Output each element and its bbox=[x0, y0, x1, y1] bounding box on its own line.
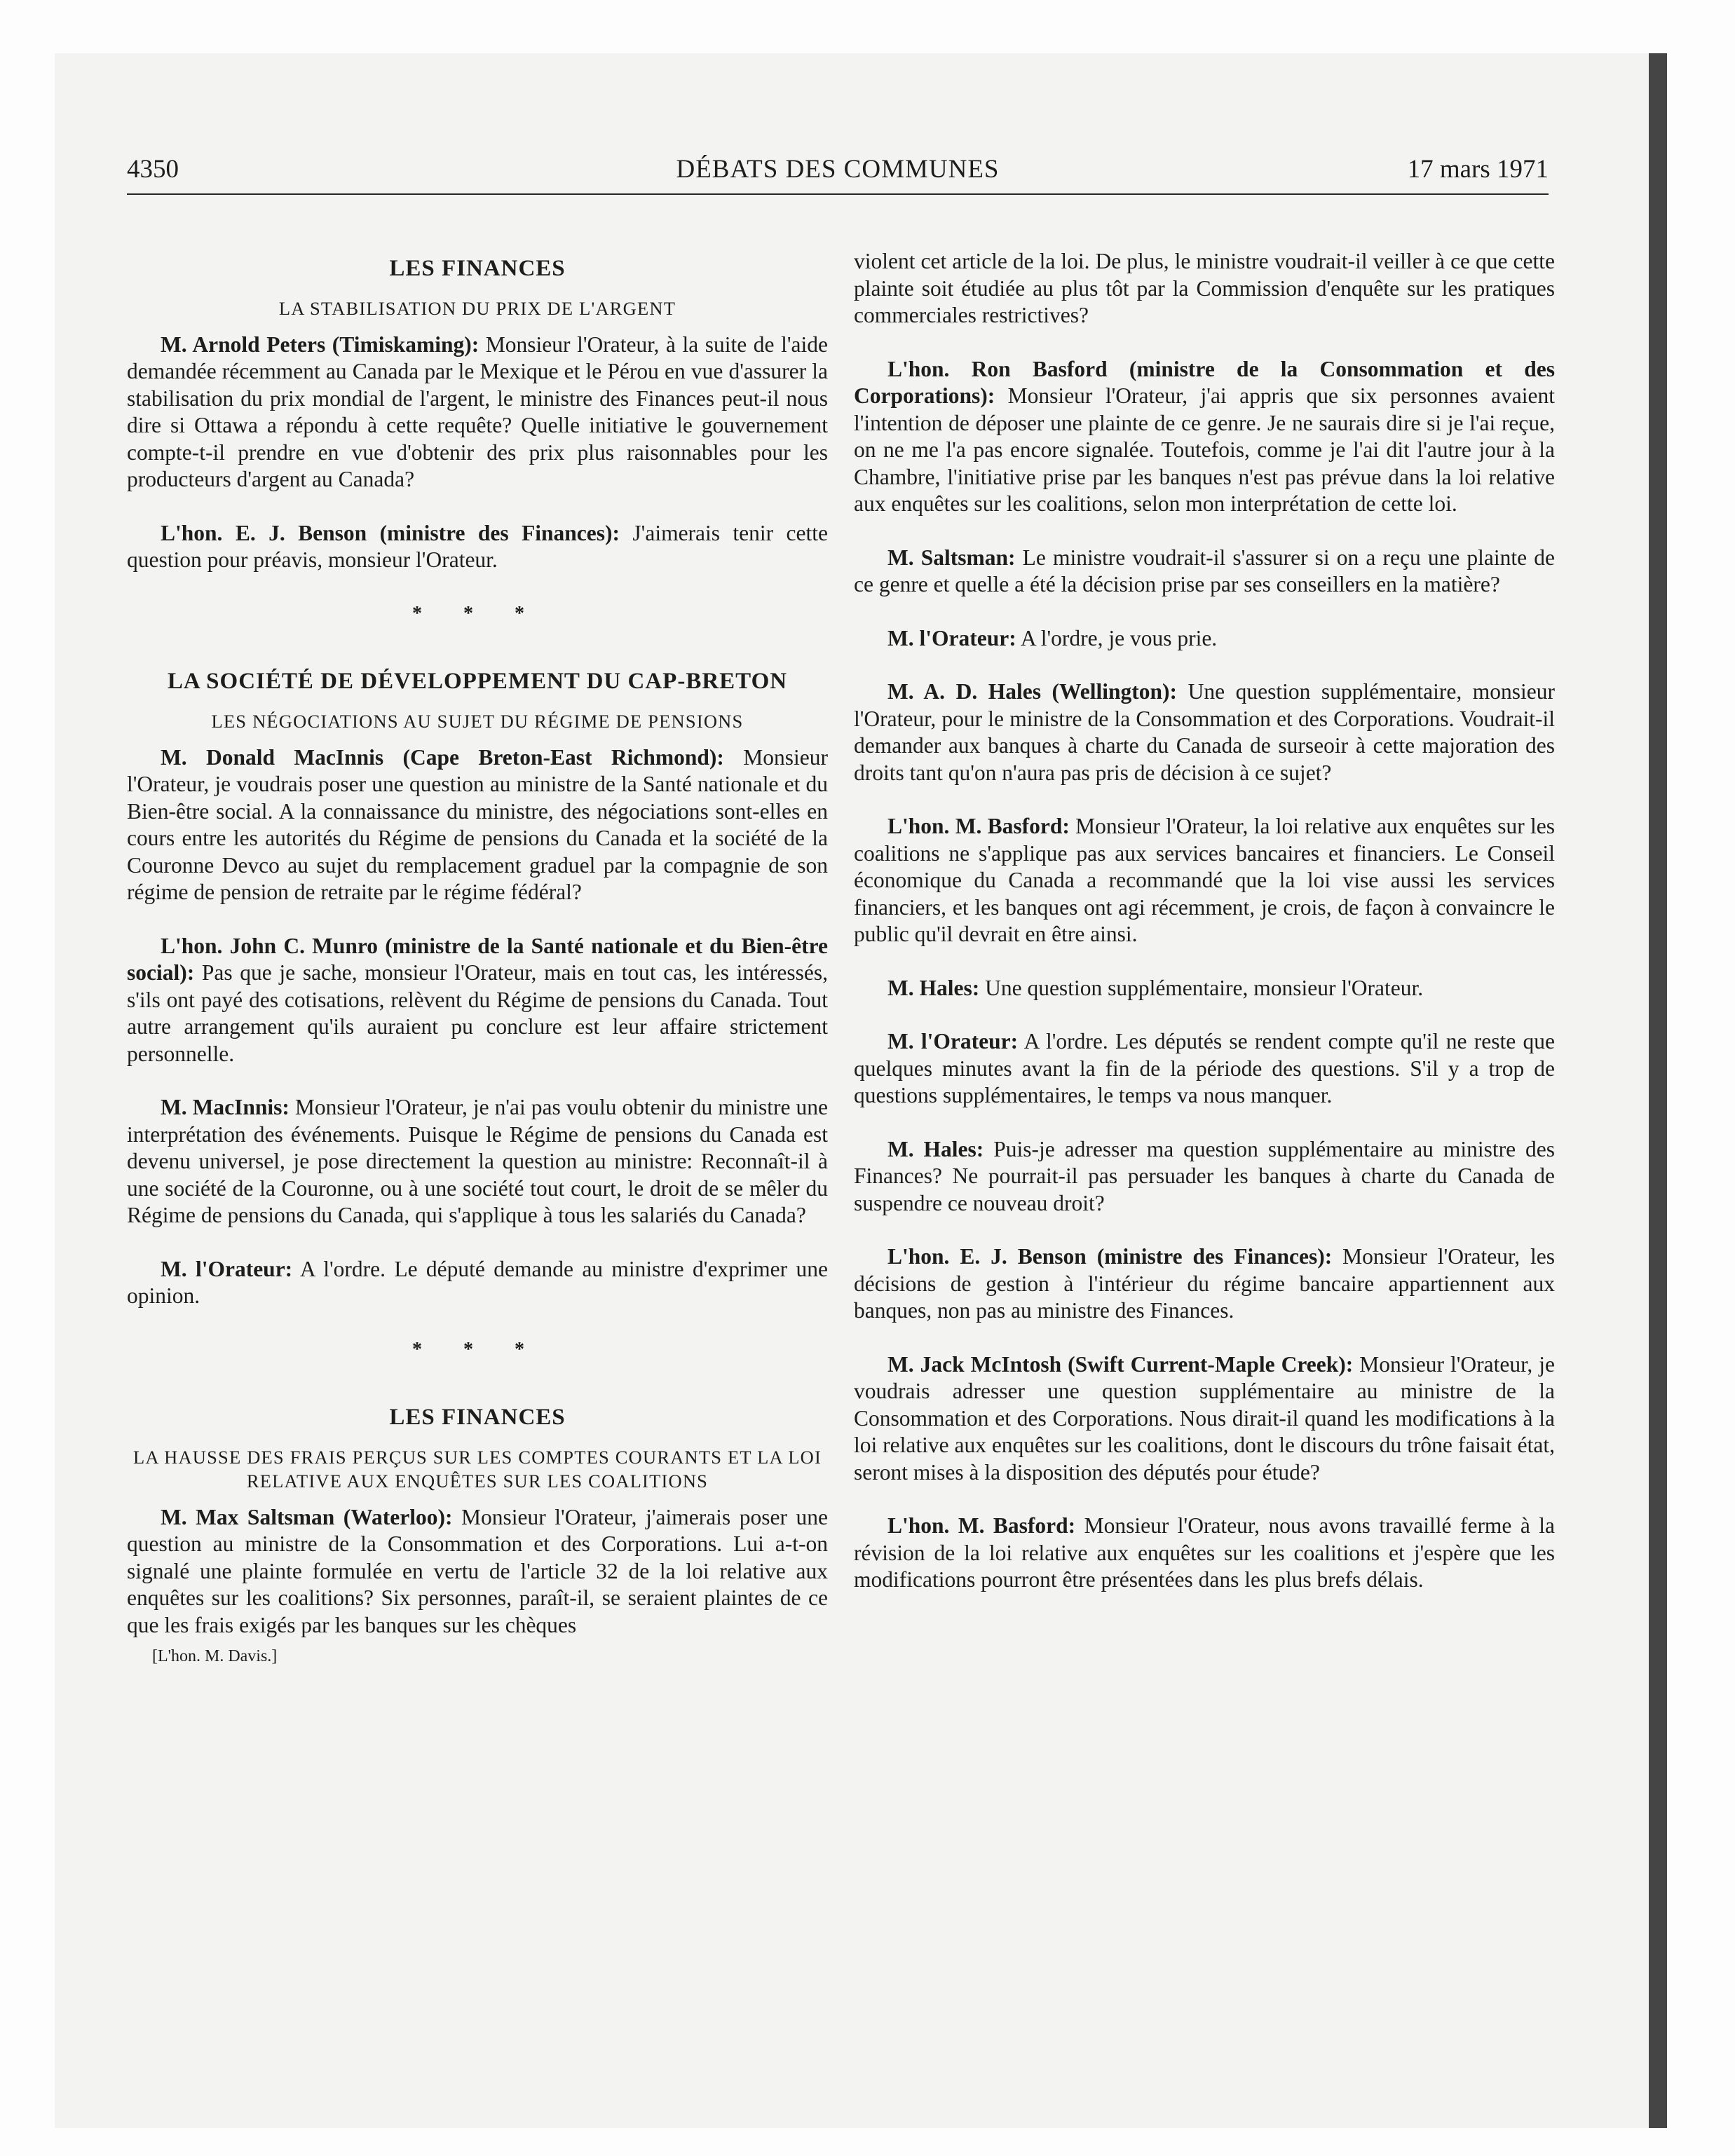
speech-paragraph bbox=[127, 744, 828, 906]
speech-text: Monsieur l'Orateur, la loi relative aux enquêtes sur les coalitions ne s'applique pas aux services bancaires et financiers. Le Conseil économique du Canada a recommandé que la loi vise aussi les services financiers, et les banques ont agi récemment, je crois, de façon à convaincre le public qu'il devrait en être ainsi. bbox=[854, 814, 1556, 946]
speech-paragraph bbox=[127, 520, 828, 574]
page-footnote: [L'hon. M. Davis.] bbox=[152, 1647, 278, 1665]
page-binding-edge bbox=[1649, 53, 1667, 2128]
page-header bbox=[127, 153, 1549, 195]
speech-paragraph bbox=[854, 1243, 1555, 1325]
section-separator: * * * bbox=[412, 1338, 543, 1360]
speaker-name: L'hon. Ron Basford (ministre de la Consommation et des Corporations): bbox=[854, 356, 1555, 408]
speech-paragraph bbox=[854, 1028, 1555, 1110]
speech-continuation: violent cet article de la loi. De plus, le ministre voudrait-il veiller à ce que cette plainte soit étudiée au plus tôt par la Commission d'enquête sur les pratiques commerciales restrictives? bbox=[854, 249, 1555, 327]
speaker-name: M. Saltsman: bbox=[887, 545, 1016, 570]
speech-text: Monsieur l'Orateur, les décisions de gestion à l'intérieur du régime bancaire appartiennent aux banques, non pas au ministre des Finances. bbox=[854, 1244, 1556, 1323]
speaker-name: L'hon. E. J. Benson (ministre des Finances): bbox=[887, 1244, 1333, 1269]
speech-text: Monsieur l'Orateur, je voudrais poser une question au ministre de la Santé nationale et du Bien-être social. A la connaissance du ministre, des négociations sont-elles en cours entre les autorités du Régime de pensions du Canada et la société de la Couronne Devco au sujet du remplacement graduel par la compagnie de son régime de pension de retraite par le régime fédéral? bbox=[127, 744, 828, 904]
speech-text: Monsieur l'Orateur, j'aimerais poser une question au ministre de la Consommation et des Corporations. Lui a-t-on signalé une plainte formulée en vertu de l'article 32 de la loi relative aux enquêtes sur les coalitions? Six personnes, paraît-il, se seraient plaintes de ce que les frais exigés par les banques sur les chèques bbox=[127, 1504, 828, 1637]
speech-paragraph bbox=[127, 332, 828, 493]
section-title-cape-breton: LA SOCIÉTÉ DE DÉVELOPPEMENT DU CAP-BRETON bbox=[167, 669, 788, 694]
speech-text: Le ministre voudrait-il s'assurer si on a reçu une plainte de ce genre et quelle a été la décision prise par ses conseillers en la matière? bbox=[854, 545, 1555, 596]
speech-text: Monsieur l'Orateur, je n'ai pas voulu obtenir du ministre une interprétation des événements. Puisque le Régime de pensions du Canada est devenu universel, je pose directement la question au ministre: Reconnaît-il à une société de la Couronne, ou à une société tout court, le droit de se mêler du Régime de pensions du Canada, qui s'applique à tous les salariés du Canada? bbox=[127, 1095, 828, 1227]
speaker-name: M. Hales: bbox=[887, 975, 980, 1000]
speech-paragraph bbox=[854, 1136, 1555, 1217]
speaker-name: L'hon. E. J. Benson (ministre des Finances): bbox=[161, 520, 620, 545]
speech-text: Monsieur l'Orateur, je voudrais adresser une question supplémentaire au ministre de la Consommation et des Corporations. Nous dirait-il quand les modifications à la loi relative aux enquêtes sur les coalitions, dont le discours du trône faisait état, seront mises à la disposition des députés pour étude? bbox=[854, 1351, 1555, 1485]
speech-paragraph bbox=[854, 1351, 1555, 1487]
speaker-name: M. Jack McIntosh (Swift Current-Maple Creek): bbox=[887, 1351, 1354, 1377]
speech-paragraph bbox=[854, 545, 1555, 599]
speaker-name: M. Arnold Peters (Timiskaming): bbox=[161, 332, 479, 357]
left-column bbox=[127, 248, 828, 1670]
page-number: 4350 bbox=[127, 155, 179, 184]
page-date: 17 mars 1971 bbox=[1407, 155, 1549, 184]
speaker-name: M. Donald MacInnis (Cape Breton-East Richmond): bbox=[161, 744, 724, 770]
speech-text: Monsieur l'Orateur, j'ai appris que six personnes avaient l'intention de déposer une plainte de ce genre. Je ne saurais dire si je l'ai reçue, on ne me l'a pas encore signalée. Toutefois, comme je l'ai dit l'autre jour à la Chambre, l'initiative prise par les banques n'est pas prévue dans la loi relative aux enquêtes sur les coalitions, selon mon interprétation de cette loi. bbox=[854, 383, 1555, 516]
speech-text: A l'ordre, je vous prie. bbox=[1016, 625, 1218, 650]
speech-text: A l'ordre. Le député demande au ministre d'exprimer une opinion. bbox=[127, 1256, 828, 1308]
right-column bbox=[854, 248, 1555, 1621]
speech-paragraph bbox=[854, 975, 1555, 1002]
section-title-finances-1: LES FINANCES bbox=[389, 256, 566, 281]
speaker-name: M. l'Orateur: bbox=[161, 1256, 293, 1281]
speaker-name: M. MacInnis: bbox=[161, 1095, 290, 1119]
speech-paragraph bbox=[127, 1094, 828, 1229]
speech-paragraph bbox=[127, 933, 828, 1068]
section-title-finances-2: LES FINANCES bbox=[389, 1405, 566, 1430]
section-subtitle-pensions: LES NÉGOCIATIONS AU SUJET DU RÉGIME DE PENSIONS bbox=[211, 710, 744, 732]
speech-paragraph bbox=[854, 1513, 1555, 1594]
speaker-name: L'hon. John C. Munro (ministre de la Santé nationale et du Bien-être social): bbox=[127, 933, 828, 985]
speaker-name: L'hon. M. Basford: bbox=[887, 814, 1070, 838]
speech-text: A l'ordre. Les députés se rendent compte qu'il ne reste que quelques minutes avant la fin de la période des questions. S'il y a trop de questions supplémentaires, le temps va nous manquer. bbox=[854, 1029, 1555, 1107]
speaker-name: L'hon. M. Basford: bbox=[887, 1513, 1076, 1538]
speaker-name: M. A. D. Hales (Wellington): bbox=[887, 679, 1178, 704]
speaker-name: M. l'Orateur: bbox=[887, 625, 1016, 650]
speaker-name: M. Max Saltsman (Waterloo): bbox=[161, 1504, 453, 1529]
speech-text: Une question supplémentaire, monsieur l'Orateur. bbox=[979, 975, 1424, 1000]
speech-text: Monsieur l'Orateur, nous avons travaillé ferme à la révision de la loi relative aux enquêtes sur les coalitions et j'espère que les modifications pourront être présentées dans les plus brefs délais. bbox=[854, 1513, 1556, 1592]
speech-paragraph bbox=[854, 813, 1555, 948]
speech-paragraph bbox=[127, 1504, 828, 1639]
speech-paragraph bbox=[854, 356, 1555, 518]
speech-paragraph bbox=[127, 1256, 828, 1310]
speech-text: Pas que je sache, monsieur l'Orateur, mais en tout cas, les intéressés, s'ils ont payé des cotisations, relèvent du Régime de pensions du Canada. Tout autre arrangement qu'ils auraient pu conclure est leur affaire strictement personnelle. bbox=[127, 960, 828, 1066]
speaker-name: M. Hales: bbox=[887, 1136, 984, 1161]
speech-text: Une question supplémentaire, monsieur l'Orateur, pour le ministre de la Consommation et des Corporations. Voudrait-il demander aux banques à charte du Canada de surseoir à cette majoration des droits tant qu'on n'aura pas pris de décision à ce sujet? bbox=[854, 679, 1555, 785]
speaker-name: M. l'Orateur: bbox=[887, 1029, 1019, 1053]
speech-text: J'aimerais tenir cette question pour préavis, monsieur l'Orateur. bbox=[127, 520, 828, 572]
publication-title: DÉBATS DES COMMUNES bbox=[676, 155, 1000, 184]
section-separator: * * * bbox=[412, 602, 543, 625]
speech-paragraph bbox=[854, 678, 1555, 786]
section-subtitle-silver-price: LA STABILISATION DU PRIX DE L'ARGENT bbox=[278, 297, 676, 319]
speech-text: Monsieur l'Orateur, à la suite de l'aide demandée récemment au Canada par le Mexique et le Pérou en vue d'assurer la stabilisation du prix mondial de l'argent, le ministre des Finances peut-il nous dire si Ottawa a répondu à cette requête? Quelle initiative le gouvernement compte-t-il prendre en vue d'obtenir des prix plus raisonnables pour les producteurs d'argent au Canada? bbox=[127, 332, 828, 491]
speech-paragraph bbox=[854, 625, 1555, 653]
speech-text: Puis-je adresser ma question supplémentaire au ministre des Finances? Ne pourrait-il pas persuader les banques à charte du Canada de suspendre ce nouveau droit? bbox=[854, 1136, 1556, 1215]
section-subtitle-bank-fees: LA HAUSSE DES FRAIS PERÇUS SUR LES COMPTES COURANTS ET LA LOI RELATIVE AUX ENQUÊTES SUR LES COALITIONS bbox=[133, 1446, 822, 1492]
